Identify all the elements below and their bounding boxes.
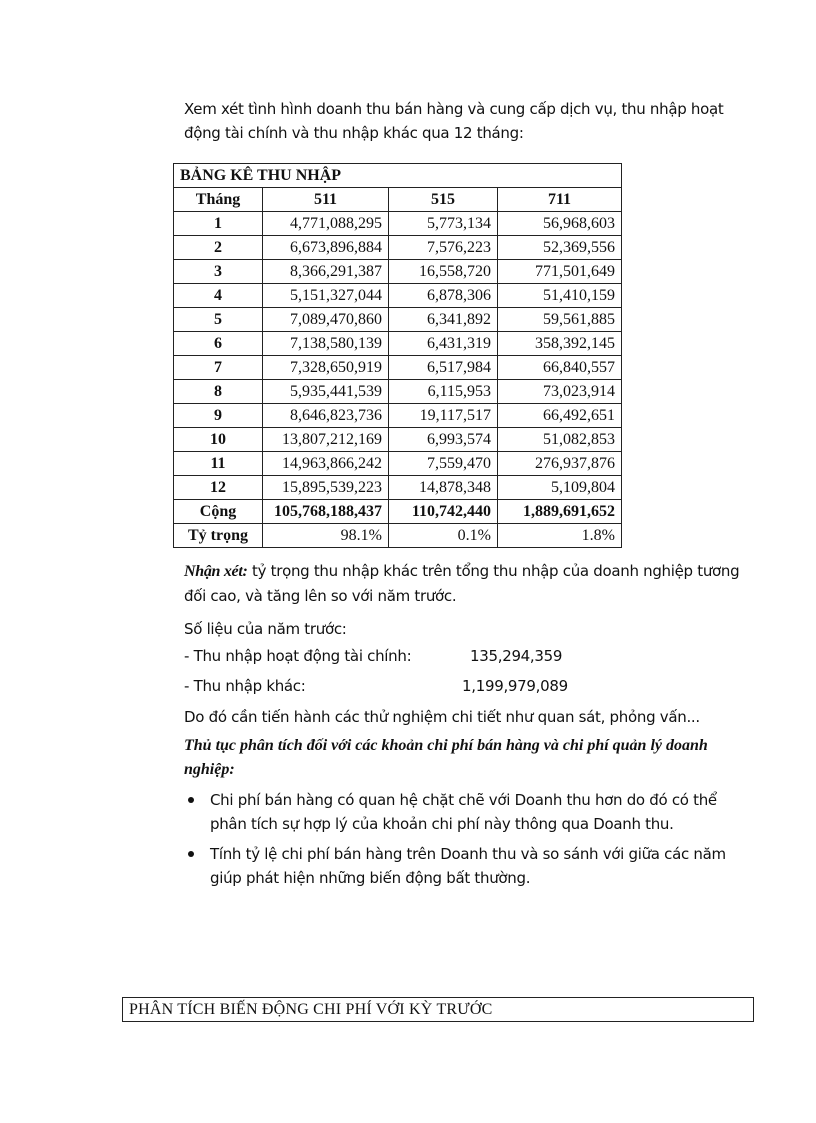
cell-acct-515: 6,993,574 bbox=[389, 428, 498, 452]
cell-acct-511: 5,151,327,044 bbox=[263, 284, 389, 308]
remark-text: tỷ trọng thu nhập khác trên tổng thu nhập của doanh nghiệp tương đối cao, và tăng lên so với năm trước. bbox=[184, 562, 740, 605]
table-row bbox=[174, 236, 622, 260]
bullet-text: Tính tỷ lệ chi phí bán hàng trên Doanh thu và so sánh với giữa các năm giúp phát hiện những biến động bất thường. bbox=[210, 845, 726, 887]
table-row bbox=[174, 356, 622, 380]
cell-acct-711: 59,561,885 bbox=[498, 308, 622, 332]
cell-acct-515: 7,559,470 bbox=[389, 452, 498, 476]
cell-acct-511: 98.1% bbox=[263, 524, 389, 548]
cell-acct-515: 16,558,720 bbox=[389, 260, 498, 284]
cell-acct-511: 105,768,188,437 bbox=[263, 500, 389, 524]
cell-month: 8 bbox=[174, 380, 263, 404]
cell-month: 4 bbox=[174, 284, 263, 308]
header-515: 515 bbox=[389, 188, 498, 212]
cell-acct-511: 14,963,866,242 bbox=[263, 452, 389, 476]
cell-acct-711: 73,023,914 bbox=[498, 380, 622, 404]
table-row bbox=[174, 332, 622, 356]
cell-acct-515: 110,742,440 bbox=[389, 500, 498, 524]
cell-acct-515: 14,878,348 bbox=[389, 476, 498, 500]
bullet-icon bbox=[188, 797, 194, 803]
cell-acct-711: 66,492,651 bbox=[498, 404, 622, 428]
cell-month: 9 bbox=[174, 404, 263, 428]
cell-acct-711: 51,410,159 bbox=[498, 284, 622, 308]
bullet-list bbox=[184, 788, 744, 896]
cell-acct-711: 56,968,603 bbox=[498, 212, 622, 236]
cell-month: 10 bbox=[174, 428, 263, 452]
prev-year-other-value: 1,199,979,089 bbox=[462, 677, 568, 695]
table-header-row bbox=[174, 188, 622, 212]
cell-acct-711: 358,392,145 bbox=[498, 332, 622, 356]
cell-acct-515: 0.1% bbox=[389, 524, 498, 548]
cell-acct-711: 771,501,649 bbox=[498, 260, 622, 284]
cell-acct-511: 6,673,896,884 bbox=[263, 236, 389, 260]
cell-acct-711: 52,369,556 bbox=[498, 236, 622, 260]
cell-acct-515: 6,878,306 bbox=[389, 284, 498, 308]
cell-acct-515: 19,117,517 bbox=[389, 404, 498, 428]
table-row bbox=[174, 404, 622, 428]
table-total-row bbox=[174, 500, 622, 524]
cell-acct-515: 7,576,223 bbox=[389, 236, 498, 260]
section-title-box: PHÂN TÍCH BIẾN ĐỘNG CHI PHÍ VỚI KỲ TRƯỚC bbox=[122, 997, 754, 1022]
cell-acct-511: 7,138,580,139 bbox=[263, 332, 389, 356]
cell-acct-511: 13,807,212,169 bbox=[263, 428, 389, 452]
cell-acct-711: 5,109,804 bbox=[498, 476, 622, 500]
prev-year-row-financial bbox=[184, 647, 563, 665]
table-row bbox=[174, 284, 622, 308]
conclusion-paragraph: Do đó cần tiến hành các thử nghiệm chi tiết như quan sát, phỏng vấn... bbox=[184, 708, 700, 726]
cell-acct-511: 5,935,441,539 bbox=[263, 380, 389, 404]
table-title-row bbox=[174, 164, 622, 188]
cell-acct-511: 15,895,539,223 bbox=[263, 476, 389, 500]
cell-month: 6 bbox=[174, 332, 263, 356]
cell-acct-511: 8,366,291,387 bbox=[263, 260, 389, 284]
cell-acct-515: 6,517,984 bbox=[389, 356, 498, 380]
cell-acct-515: 6,431,319 bbox=[389, 332, 498, 356]
prev-year-label: Số liệu của năm trước: bbox=[184, 620, 347, 638]
cell-month: Tỷ trọng bbox=[174, 524, 263, 548]
cell-acct-511: 7,089,470,860 bbox=[263, 308, 389, 332]
cell-acct-511: 8,646,823,736 bbox=[263, 404, 389, 428]
cell-acct-711: 276,937,876 bbox=[498, 452, 622, 476]
cell-month: 1 bbox=[174, 212, 263, 236]
table-row bbox=[174, 308, 622, 332]
table-row bbox=[174, 380, 622, 404]
header-511: 511 bbox=[263, 188, 389, 212]
cell-acct-515: 6,341,892 bbox=[389, 308, 498, 332]
cell-month: Cộng bbox=[174, 500, 263, 524]
header-711: 711 bbox=[498, 188, 622, 212]
prev-year-financial-label: - Thu nhập hoạt động tài chính: bbox=[184, 647, 412, 665]
cell-month: 7 bbox=[174, 356, 263, 380]
table-row bbox=[174, 260, 622, 284]
cell-month: 12 bbox=[174, 476, 263, 500]
cell-acct-511: 4,771,088,295 bbox=[263, 212, 389, 236]
prev-year-financial-value: 135,294,359 bbox=[470, 647, 563, 665]
header-month: Tháng bbox=[174, 188, 263, 212]
cell-acct-711: 51,082,853 bbox=[498, 428, 622, 452]
cell-acct-511: 7,328,650,919 bbox=[263, 356, 389, 380]
list-item bbox=[184, 842, 744, 890]
bullet-text: Chi phí bán hàng có quan hệ chặt chẽ với Doanh thu hơn do đó có thể phân tích sự hợp lý của khoản chi phí này thông qua Doanh thu. bbox=[210, 791, 717, 833]
cell-acct-711: 1,889,691,652 bbox=[498, 500, 622, 524]
table-row bbox=[174, 452, 622, 476]
cell-acct-711: 1.8% bbox=[498, 524, 622, 548]
cell-acct-711: 66,840,557 bbox=[498, 356, 622, 380]
income-table bbox=[173, 163, 622, 548]
table-ratio-row bbox=[174, 524, 622, 548]
table-row bbox=[174, 476, 622, 500]
cell-month: 11 bbox=[174, 452, 263, 476]
remark-label: Nhận xét: bbox=[184, 563, 248, 580]
procedure-heading: Thủ tục phân tích đối với các khoản chi phí bán hàng và chi phí quản lý doanh nghiệp: bbox=[184, 737, 708, 778]
list-item bbox=[184, 788, 744, 836]
cell-acct-515: 5,773,134 bbox=[389, 212, 498, 236]
cell-month: 3 bbox=[174, 260, 263, 284]
cell-month: 5 bbox=[174, 308, 263, 332]
prev-year-other-label: - Thu nhập khác: bbox=[184, 677, 306, 695]
prev-year-row-other bbox=[184, 677, 568, 695]
bullet-icon bbox=[188, 851, 194, 857]
remark-paragraph bbox=[184, 559, 744, 608]
table-row bbox=[174, 428, 622, 452]
table-row bbox=[174, 212, 622, 236]
intro-paragraph: Xem xét tình hình doanh thu bán hàng và cung cấp dịch vụ, thu nhập hoạt động tài chính và thu nhập khác qua 12 tháng: bbox=[184, 100, 724, 142]
cell-acct-515: 6,115,953 bbox=[389, 380, 498, 404]
cell-month: 2 bbox=[174, 236, 263, 260]
table-title: BẢNG KÊ THU NHẬP bbox=[174, 164, 622, 188]
